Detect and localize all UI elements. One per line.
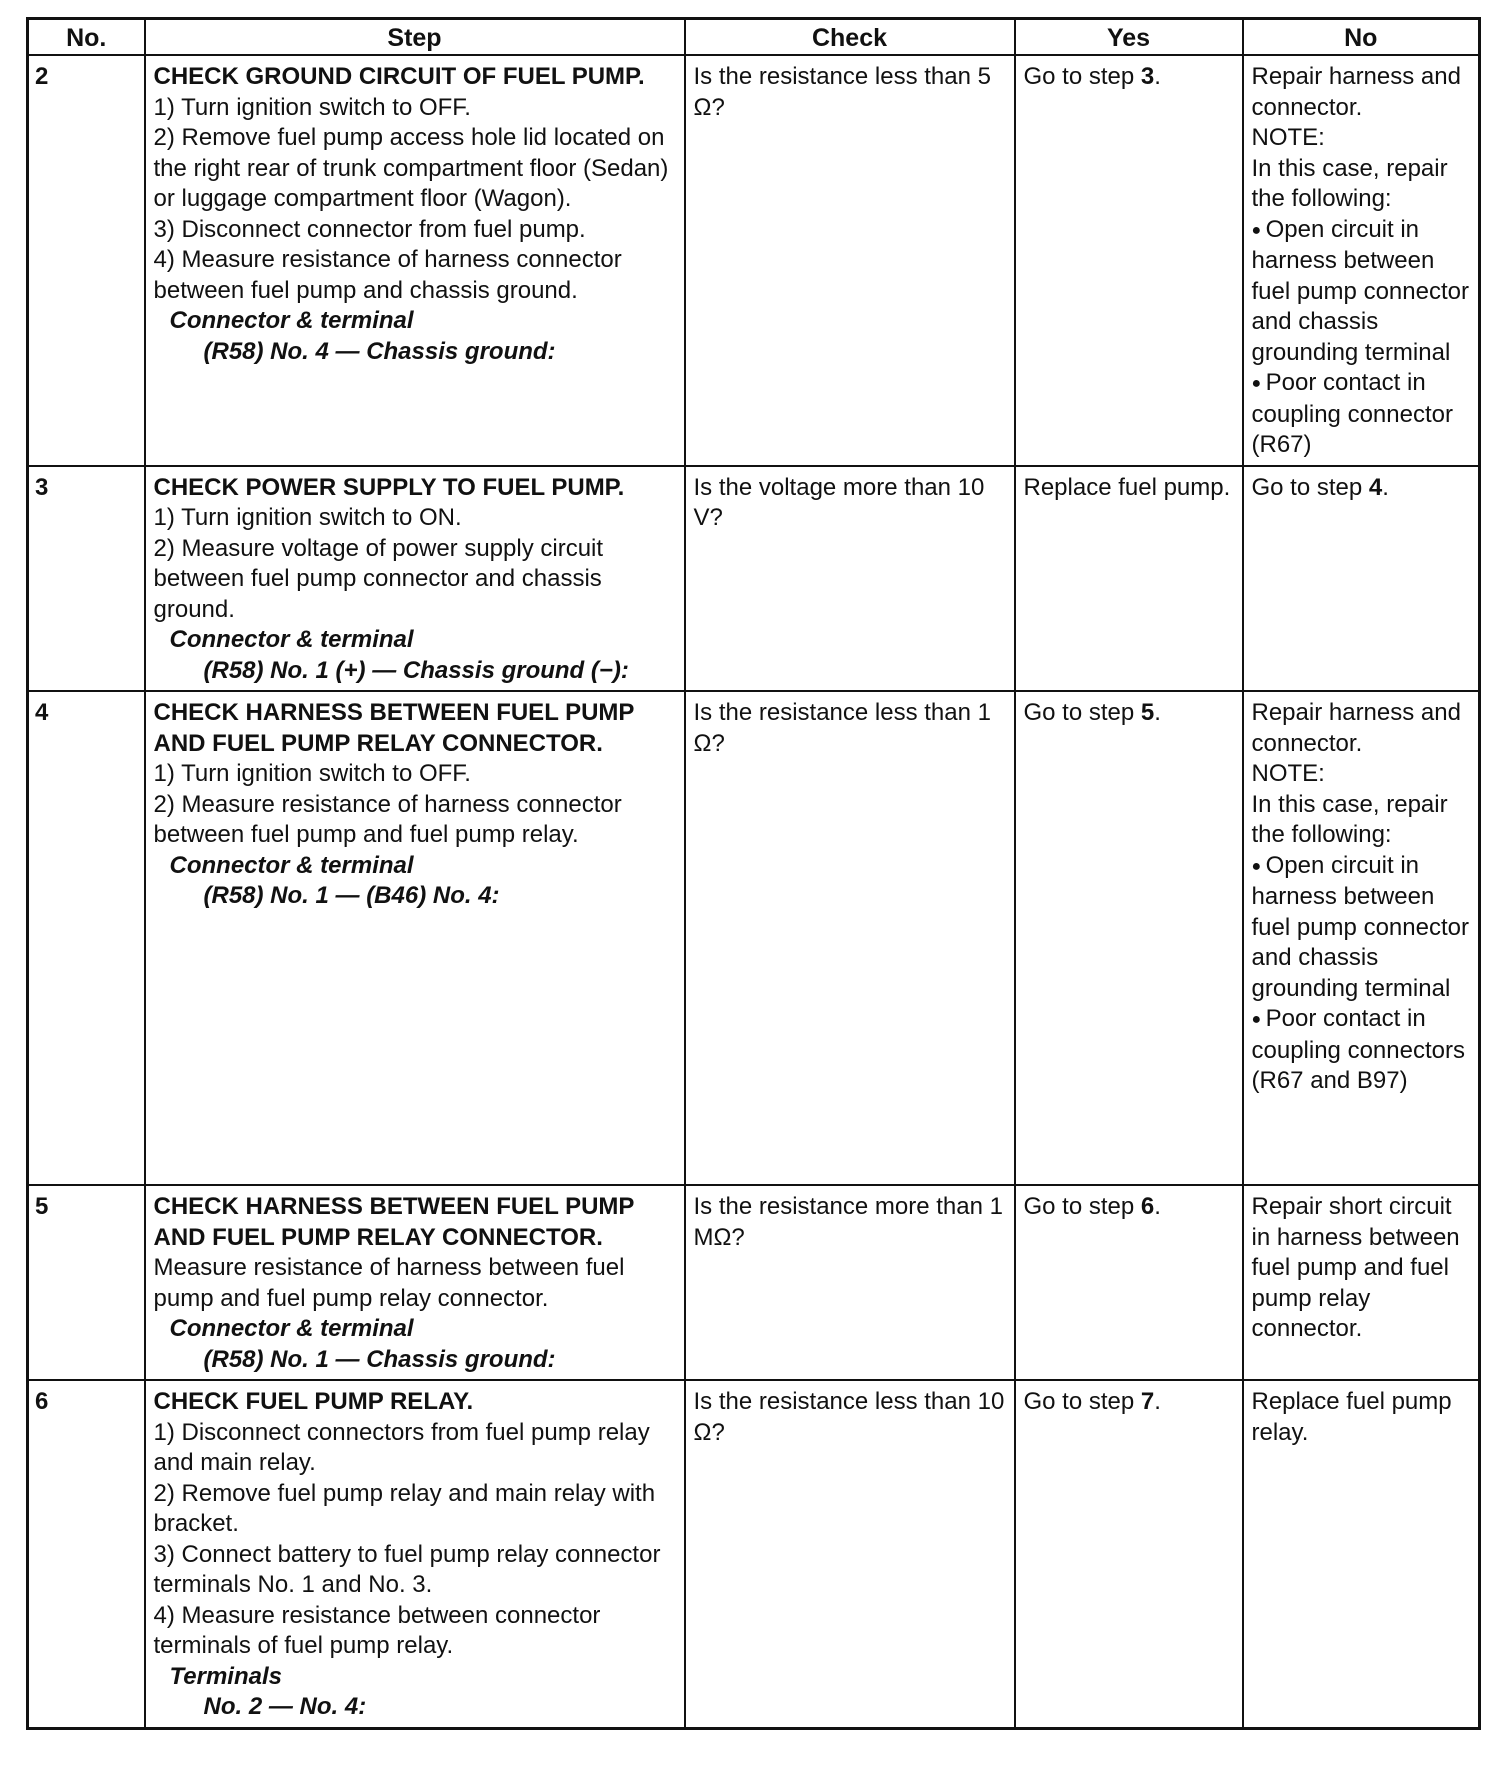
note-bullet: ● Open circuit in harness between fuel pump connector and chassis grounding terminal bbox=[1252, 851, 1471, 1005]
step-instruction: 2) Measure voltage of power supply circuit between fuel pump connector and chassis ground. bbox=[153, 534, 604, 623]
connector-caption: Connector & terminal bbox=[169, 307, 414, 334]
yes-suffix: . bbox=[1154, 63, 1161, 90]
step-cell bbox=[145, 55, 685, 466]
step-instruction: 4) Measure resistance between connector terminals of fuel pump relay. bbox=[153, 1601, 601, 1659]
check-cell: Is the resistance more than 1 MΩ? bbox=[685, 1185, 1015, 1380]
header-no: No. bbox=[28, 19, 145, 56]
note-label: NOTE: bbox=[1251, 124, 1325, 151]
step-instruction: 1) Turn ignition switch to ON. bbox=[153, 504, 462, 531]
yes-text: Go to step bbox=[1023, 1388, 1141, 1415]
step-title: CHECK HARNESS BETWEEN FUEL PUMP AND FUEL PUMP RELAY CONNECTOR. bbox=[153, 699, 634, 757]
yes-cell bbox=[1015, 691, 1243, 1185]
table-row bbox=[28, 1185, 1480, 1380]
step-title: CHECK POWER SUPPLY TO FUEL PUMP. bbox=[153, 473, 625, 501]
no-step-number: 4 bbox=[1368, 473, 1383, 501]
no-text: Go to step bbox=[1251, 473, 1369, 501]
header-yes: Yes bbox=[1015, 19, 1243, 56]
note-text: In this case, repair the following: bbox=[1251, 154, 1448, 212]
yes-text: Go to step bbox=[1023, 63, 1141, 90]
check-cell: Is the voltage more than 10 V? bbox=[685, 466, 1015, 692]
step-instruction: 2) Measure resistance of harness connector between fuel pump and fuel pump relay. bbox=[153, 790, 622, 848]
connector-caption: Connector & terminal bbox=[169, 851, 414, 879]
connector-caption: Connector & terminal bbox=[169, 626, 414, 653]
note-bullet: ● Poor contact in coupling connectors (R67 and B97) bbox=[1252, 1004, 1471, 1097]
step-instruction: 2) Remove fuel pump relay and main relay with bracket. bbox=[153, 1479, 656, 1537]
step-number: 2 bbox=[28, 55, 145, 466]
step-instruction: 2) Remove fuel pump access hole lid located on the right rear of trunk compartment floor (Sedan) or luggage compartment floor (Wagon). bbox=[153, 124, 669, 212]
step-number: 5 bbox=[28, 1185, 145, 1380]
yes-step-number: 6 bbox=[1140, 1193, 1155, 1220]
note-label: NOTE: bbox=[1251, 760, 1325, 787]
step-number: 3 bbox=[28, 466, 145, 692]
no-cell bbox=[1243, 691, 1480, 1185]
step-title: CHECK HARNESS BETWEEN FUEL PUMP AND FUEL PUMP RELAY CONNECTOR. bbox=[153, 1193, 634, 1251]
yes-suffix: . bbox=[1154, 1193, 1161, 1220]
table-row bbox=[28, 691, 1480, 1185]
step-instruction: Measure resistance of harness between fuel pump and fuel pump relay connector. bbox=[153, 1254, 625, 1312]
yes-cell: Replace fuel pump. bbox=[1015, 466, 1243, 692]
yes-text: Go to step bbox=[1023, 1193, 1141, 1220]
connector-caption: Connector & terminal bbox=[169, 1315, 414, 1342]
yes-step-number: 5 bbox=[1140, 699, 1155, 726]
no-suffix: . bbox=[1382, 473, 1389, 501]
no-cell: Repair short circuit in harness between fuel pump and fuel pump relay connector. bbox=[1243, 1185, 1480, 1380]
step-instruction: 4) Measure resistance of harness connector between fuel pump and chassis ground. bbox=[153, 246, 622, 304]
yes-step-number: 7 bbox=[1140, 1388, 1155, 1415]
step-instruction: 1) Turn ignition switch to OFF. bbox=[153, 760, 471, 787]
step-instruction: 3) Connect battery to fuel pump relay connector terminals No. 1 and No. 3. bbox=[153, 1540, 661, 1598]
table-row bbox=[28, 466, 1480, 692]
check-cell: Is the resistance less than 1 Ω? bbox=[685, 691, 1015, 1185]
yes-cell bbox=[1015, 55, 1243, 466]
connector-detail: (R58) No. 1 (+) — Chassis ground (−): bbox=[203, 656, 629, 684]
header-row bbox=[28, 19, 1480, 56]
no-cell: Replace fuel pump relay. bbox=[1243, 1380, 1480, 1728]
yes-cell bbox=[1015, 1380, 1243, 1728]
header-no-result: No bbox=[1243, 19, 1480, 56]
note-bullet: ● Open circuit in harness between fuel pump connector and chassis grounding terminal bbox=[1252, 215, 1471, 369]
table-row bbox=[28, 1380, 1480, 1728]
step-number: 6 bbox=[28, 1380, 145, 1728]
terminals-caption: Terminals bbox=[169, 1662, 282, 1690]
step-number: 4 bbox=[28, 691, 145, 1185]
yes-text: Go to step bbox=[1023, 699, 1141, 726]
header-step: Step bbox=[145, 19, 685, 56]
step-instruction: 1) Disconnect connectors from fuel pump relay and main relay. bbox=[153, 1418, 650, 1476]
no-action: Repair harness and connector. bbox=[1251, 699, 1461, 757]
step-instruction: 1) Turn ignition switch to OFF. bbox=[153, 93, 471, 121]
yes-suffix: . bbox=[1154, 699, 1161, 726]
header-check: Check bbox=[685, 19, 1015, 56]
table-row bbox=[28, 55, 1480, 466]
step-cell bbox=[145, 1380, 685, 1728]
connector-detail: (R58) No. 1 — (B46) No. 4: bbox=[203, 882, 500, 909]
yes-cell bbox=[1015, 1185, 1243, 1380]
no-action: Repair harness and connector. bbox=[1251, 63, 1461, 121]
yes-suffix: . bbox=[1154, 1388, 1161, 1415]
no-cell bbox=[1243, 466, 1480, 692]
terminals-detail: No. 2 — No. 4: bbox=[203, 1693, 367, 1720]
step-instruction: 3) Disconnect connector from fuel pump. bbox=[153, 215, 586, 243]
check-cell: Is the resistance less than 10 Ω? bbox=[685, 1380, 1015, 1728]
step-cell bbox=[145, 1185, 685, 1380]
note-bullet: ● Poor contact in coupling connector (R67) bbox=[1252, 368, 1471, 461]
step-cell bbox=[145, 466, 685, 692]
diagnostic-table bbox=[26, 17, 1481, 1730]
check-cell: Is the resistance less than 5 Ω? bbox=[685, 55, 1015, 466]
no-cell bbox=[1243, 55, 1480, 466]
note-text: In this case, repair the following: bbox=[1251, 790, 1448, 848]
step-title: CHECK GROUND CIRCUIT OF FUEL PUMP. bbox=[153, 63, 645, 90]
connector-detail: (R58) No. 4 — Chassis ground: bbox=[203, 337, 556, 365]
yes-step-number: 3 bbox=[1140, 63, 1155, 90]
step-cell bbox=[145, 691, 685, 1185]
connector-detail: (R58) No. 1 — Chassis ground: bbox=[203, 1345, 556, 1373]
step-title: CHECK FUEL PUMP RELAY. bbox=[153, 1388, 474, 1415]
